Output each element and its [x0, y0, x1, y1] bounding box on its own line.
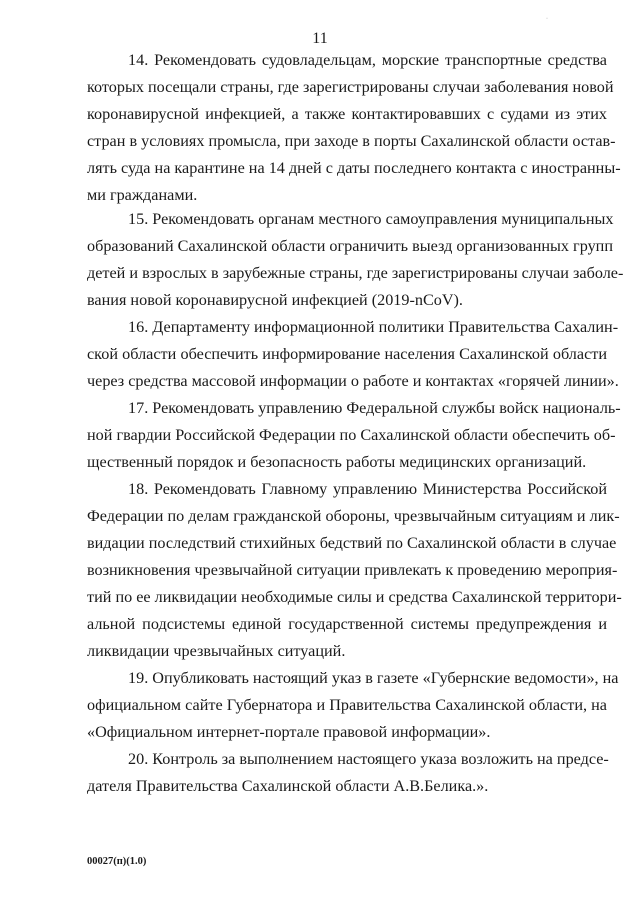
paragraph-line: ной гвардии Российской Федерации по Сахалинской области обеспечить об- — [87, 426, 616, 444]
page-number: 11 — [312, 30, 328, 47]
paragraph-line: которых посещали страны, где зарегистрированы случаи заболевания новой — [87, 78, 614, 96]
paragraph-line: через средства массовой информации о работе и контактах «горячей линии». — [87, 372, 619, 390]
paragraph-line: стран в условиях промысла, при заходе в порты Сахалинской области остав- — [87, 132, 616, 150]
paragraph-line: дателя Правительства Сахалинской области А.В.Белика.». — [87, 777, 489, 795]
paragraph-line: образований Сахалинской области ограничить выезд организованных групп — [87, 237, 613, 255]
paragraph-line: 16. Департаменту информационной политики Правительства Сахалин- — [128, 318, 619, 336]
paragraph-line: ми гражданами. — [87, 186, 198, 204]
paragraph-line: «Официальном интернет-портале правовой информации». — [87, 723, 491, 741]
paragraph-line: лять суда на карантине на 14 дней с даты последнего контакта с иностранны- — [87, 159, 621, 177]
document-code: 00027(п)(1.0) — [87, 856, 147, 867]
paragraph-line: 19. Опубликовать настоящий указ в газете «Губернские ведомости», на — [128, 669, 619, 687]
paragraph-line: видации последствий стихийных бедствий по Сахалинской области в случае — [87, 534, 617, 552]
paragraph-line: возникновения чрезвычайной ситуации привлекать к проведению мероприя- — [87, 561, 618, 579]
paragraph-line: Федерации по делам гражданской обороны, чрезвычайным ситуациям и лик- — [87, 507, 620, 525]
paragraph-line: детей и взрослых в зарубежные страны, где зарегистрированы случаи заболе- — [87, 264, 624, 282]
paragraph-line: 15. Рекомендовать органам местного самоуправления муниципальных — [128, 210, 614, 228]
paragraph-line: ликвидации чрезвычайных ситуаций. — [87, 642, 346, 660]
paragraph-line: 18. Рекомендовать Главному управлению Министерства Российской — [128, 480, 607, 498]
paragraph-line: тий по ее ликвидации необходимые силы и средства Сахалинской территори- — [87, 588, 622, 606]
paragraph-line: вания новой коронавирусной инфекцией (2019-nCoV). — [87, 291, 463, 309]
paragraph-line: альной подсистемы единой государственной системы предупреждения и — [87, 615, 607, 633]
paragraph-line: 14. Рекомендовать судовладельцам, морские транспортные средства — [128, 51, 607, 69]
corner-mark: · — [546, 16, 548, 22]
paragraph-line: щественный порядок и безопасность работы медицинских организаций. — [87, 453, 587, 471]
paragraph-line: коронавирусной инфекцией, а также контактировавших с судами из этих — [87, 105, 607, 123]
paragraph-line: 17. Рекомендовать управлению Федеральной службы войск националь- — [128, 399, 621, 417]
paragraph-line: ской области обеспечить информирование населения Сахалинской области — [87, 345, 607, 363]
paragraph-line: 20. Контроль за выполнением настоящего указа возложить на предсе- — [128, 750, 609, 768]
paragraph-line: официальном сайте Губернатора и Правительства Сахалинской области, на — [87, 696, 607, 714]
